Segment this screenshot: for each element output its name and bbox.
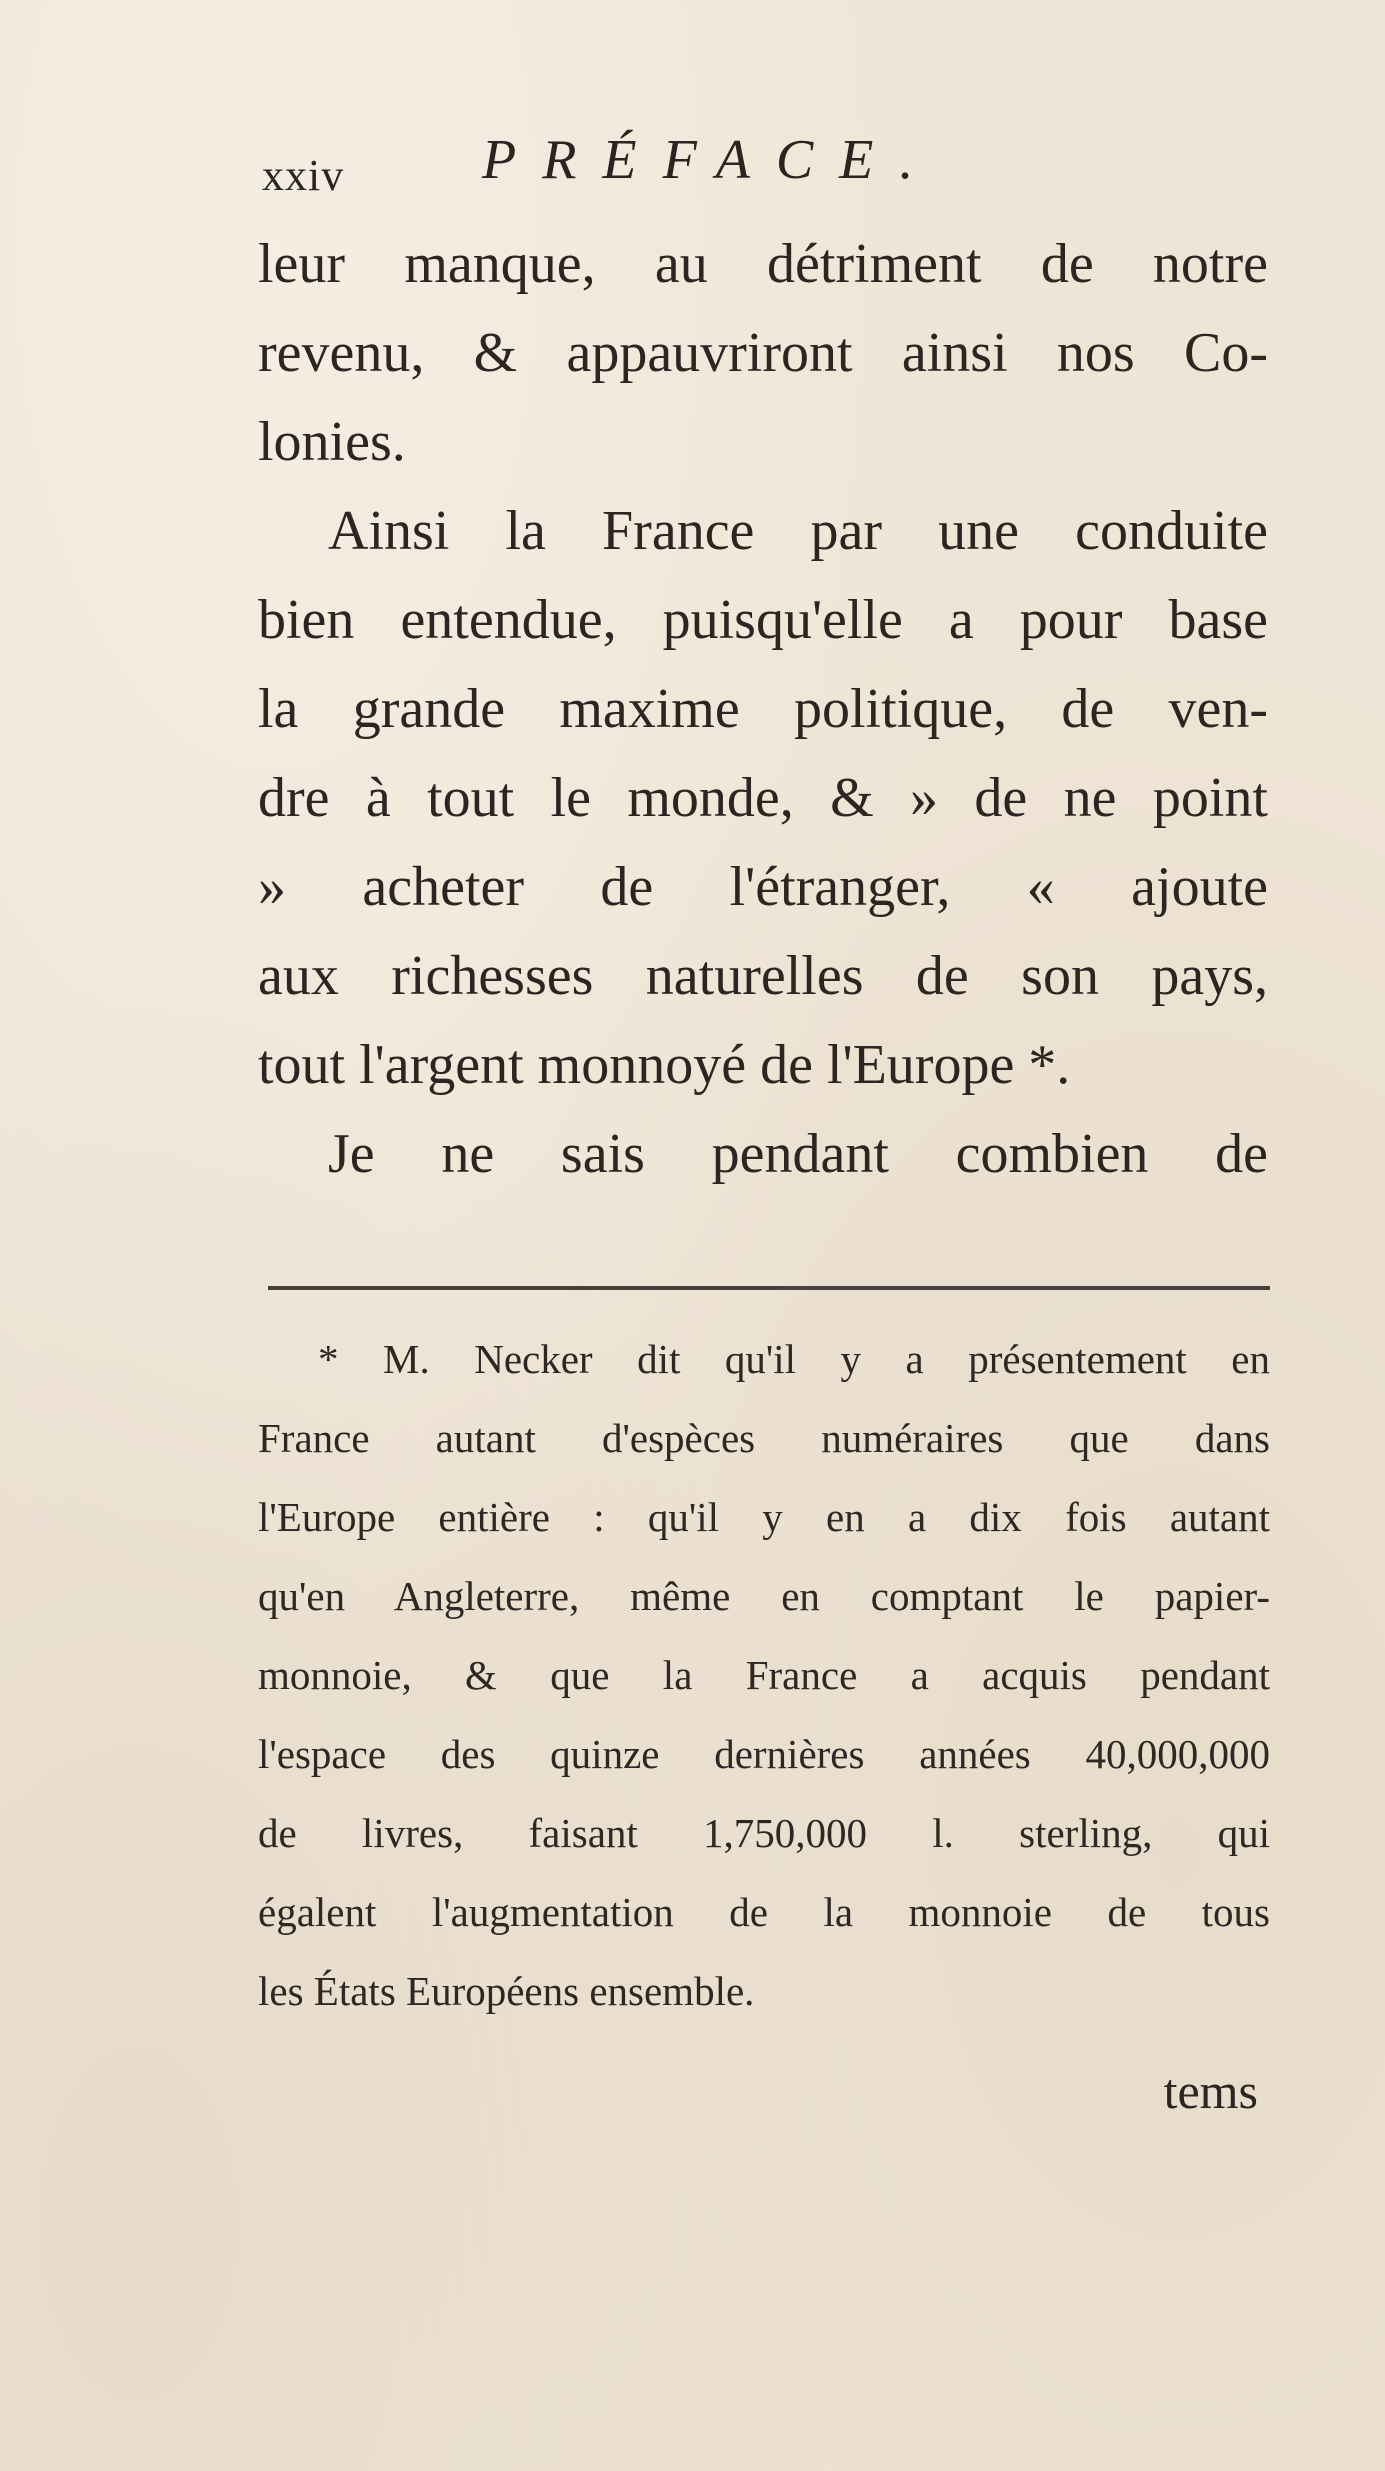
footnote-line: * M. Necker dit qu'il y a présentement en: [318, 1336, 1270, 1382]
footnote-line: France autant d'espèces numéraires que dans: [258, 1415, 1270, 1461]
text-line: lonies.: [258, 411, 406, 473]
text-line: aux richesses naturelles de son pays,: [258, 945, 1268, 1007]
footnote-line: monnoie, & que la France a acquis pendant: [258, 1652, 1270, 1698]
text-line: Ainsi la France par une conduite: [328, 500, 1268, 562]
text-line: » acheter de l'étranger, « ajoute: [258, 856, 1268, 918]
footnote-line: l'Europe entière : qu'il y en a dix fois autant: [258, 1494, 1270, 1540]
page-number: xxiv: [262, 151, 345, 200]
footnote-line: de livres, faisant 1,750,000 l. sterling, qui: [258, 1810, 1270, 1856]
main-text: [258, 220, 1268, 1199]
text-line: la grande maxime politique, de ven-: [258, 678, 1268, 740]
catchword: tems: [1163, 2063, 1258, 2119]
text-line: Je ne sais pendant combien de: [328, 1123, 1268, 1185]
text-line: leur manque, au détriment de notre: [258, 233, 1268, 295]
footnote-line: l'espace des quinze dernières années 40,000,000: [258, 1731, 1270, 1777]
footnote-line: qu'en Angleterre, même en comptant le papier-: [258, 1573, 1270, 1619]
text-line: revenu, & appauvriront ainsi nos Co-: [258, 322, 1268, 384]
text-line: tout l'argent monnoyé de l'Europe *.: [258, 1034, 1071, 1096]
text-line: dre à tout le monde, & » de ne point: [258, 767, 1268, 829]
footnote: [258, 1320, 1270, 2031]
text-line: bien entendue, puisqu'elle a pour base: [258, 589, 1268, 651]
footnote-line: les États Européens ensemble.: [258, 1968, 755, 2014]
section-title: PRÉFACE.: [482, 129, 940, 191]
footnote-rule: [268, 1286, 1270, 1290]
footnote-line: égalent l'augmentation de la monnoie de tous: [258, 1889, 1270, 1935]
